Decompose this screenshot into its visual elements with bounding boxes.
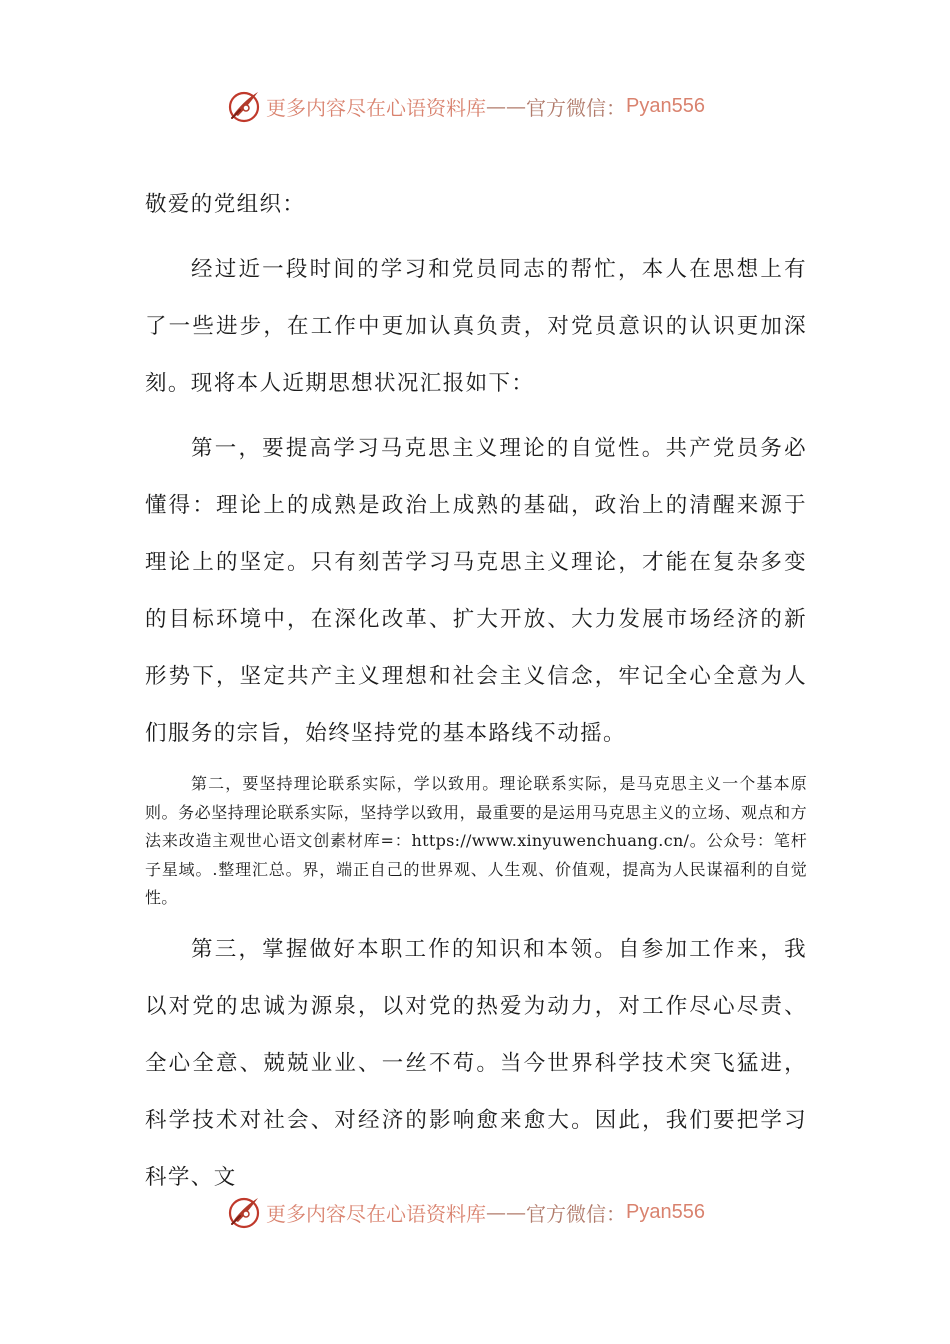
banner-wechat-id: Pyan556 (626, 1200, 705, 1223)
banner-wechat-label: 官方微信： (526, 95, 626, 120)
footer-banner (226, 1192, 746, 1232)
header-banner (226, 86, 746, 126)
quill-logo-icon (226, 1194, 262, 1230)
banner-dash: —— (486, 1200, 526, 1224)
banner-wechat-label: 官方微信： (526, 1201, 626, 1226)
point-one-paragraph: 第一，要提高学习马克思主义理论的自觉性。共产党员务必懂得：理论上的成熟是政治上成熟的基础，政治上的清醒来源于理论上的坚定。只有刻苦学习马克思主义理论，才能在复杂多变的目标环境中，在深化改革、扩大开放、大力发展市场经济的新形势下，坚定共产主义理想和社会主义信念，牢记全心全意为人们服务的宗旨，始终坚持党的基本路线不动摇。 (145, 436, 807, 746)
salutation: 敬爱的党组织： (145, 192, 306, 217)
banner-text: 更多内容尽在心语资料库 (266, 95, 486, 120)
banner-wechat-id: Pyan556 (626, 94, 705, 117)
point-two-paragraph: 第二，要坚持理论联系实际，学以致用。理论联系实际，是马克思主义一个基本原则。务必坚持理论联系实际，坚持学以致用，最重要的是运用马克思主义的立场、观点和方法来改造主观世心语文创素材库=：https://www.xinyuwenchuang.cn/。公众号：笔杆子星域。.整理汇总。界，端正自己的世界观、人生观、价值观，提高为人民谋福利的自觉性。 (145, 774, 807, 907)
document-body (145, 176, 807, 1206)
quill-logo-icon (226, 88, 262, 124)
intro-paragraph: 经过近一段时间的学习和党员同志的帮忙，本人在思想上有了一些进步，在工作中更加认真负责，对党员意识的认识更加深刻。现将本人近期思想状况汇报如下： (145, 257, 807, 396)
point-three-paragraph: 第三，掌握做好本职工作的知识和本领。自参加工作来，我以对党的忠诚为源泉，以对党的热爱为动力，对工作尽心尽责、全心全意、兢兢业业、一丝不苟。当今世界科学技术突飞猛进，科学技术对社会、对经济的影响愈来愈大。因此，我们要把学习科学、文 (145, 936, 807, 1190)
banner-dash: —— (486, 94, 526, 118)
banner-text: 更多内容尽在心语资料库 (266, 1201, 486, 1226)
